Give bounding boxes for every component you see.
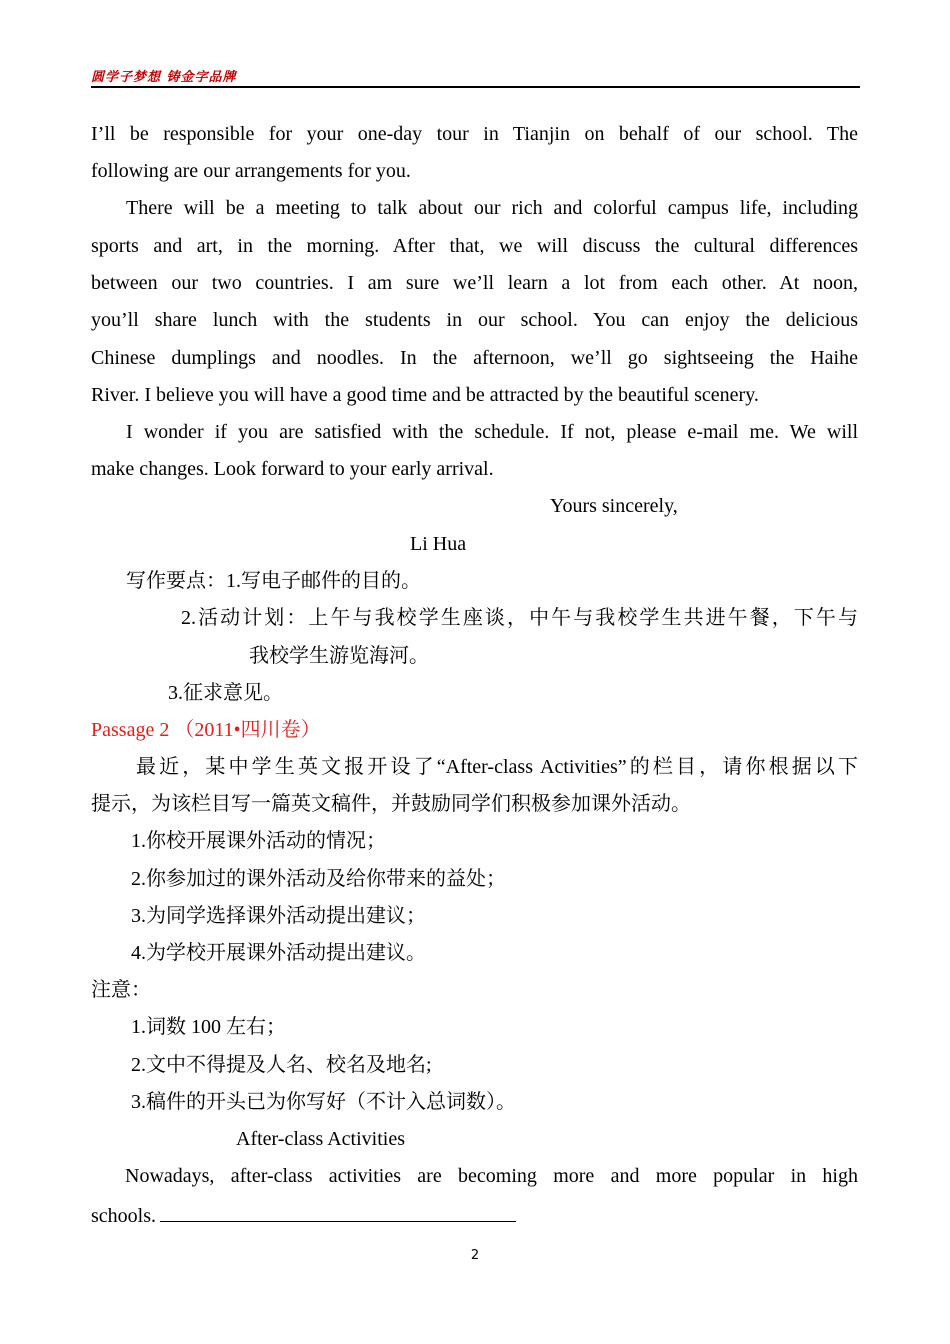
writing-point: 我校学生游览海河。: [249, 645, 429, 667]
letter-line: make changes. Look forward to your early arrival.: [91, 458, 494, 480]
header-rule: [91, 86, 860, 88]
letter-line: There will be a meeting to talk about our rich and colorful campus life, including: [126, 197, 858, 219]
letter-line: between our two countries. I am sure we’ll learn a lot from each other. At noon,: [91, 272, 858, 294]
passage-title: Passage 2: [91, 719, 170, 741]
prompt-item: 2.你参加过的课外活动及给你带来的益处；: [131, 868, 506, 890]
letter-line: following are our arrangements for you.: [91, 160, 411, 182]
note-item: 3.稿件的开头已为你写好（不计入总词数）。: [131, 1091, 516, 1113]
letter-line: I wonder if you are satisfied with the schedule. If not, please e-mail me. We will: [126, 421, 858, 443]
essay-start: schools.: [91, 1205, 156, 1227]
passage-heading: [91, 718, 858, 742]
essay-line-2: [91, 1201, 858, 1228]
page-number: 2: [470, 1248, 480, 1263]
note-item: 2.文中不得提及人名、校名及地名;: [131, 1054, 432, 1076]
essay-line: Nowadays, after-class activities are becoming more and more popular in high: [125, 1165, 858, 1187]
prompt-item: 4.为学校开展课外活动提出建议。: [131, 942, 426, 964]
answer-blank: [160, 1201, 516, 1222]
passage-intro: 提示，为该栏目写一篇英文稿件，并鼓励同学们积极参加课外活动。: [91, 793, 691, 815]
prompt-item: 3.为同学选择课外活动提出建议；: [131, 905, 426, 927]
letter-line: sports and art, in the morning. After that, we will discuss the cultural differences: [91, 235, 858, 257]
passage-intro: 最近，某中学生英文报开设了“After-class Activities”的栏目，请你根据以下: [136, 756, 858, 778]
writing-point: 2.活动计划：上午与我校学生座谈，中午与我校学生共进午餐，下午与: [181, 607, 858, 629]
prompt-item: 1.你校开展课外活动的情况；: [131, 830, 386, 852]
letter-line: I’ll be responsible for your one-day tour in Tianjin on behalf of our school. The: [91, 123, 858, 145]
note-label: 注意：: [91, 979, 151, 1001]
letter-line: Chinese dumplings and noodles. In the afternoon, we’ll go sightseeing the Haihe: [91, 347, 858, 369]
writing-point: 写作要点：1.写电子邮件的目的。: [126, 570, 421, 592]
writing-point: 3.征求意见。: [168, 682, 283, 704]
note-item: 1.词数 100 左右；: [131, 1016, 286, 1038]
letter-closing: Yours sincerely,: [550, 495, 678, 517]
page-header: [91, 66, 860, 86]
passage-source: （2011•四川卷）: [174, 719, 321, 741]
letter-line: you’ll share lunch with the students in our school. You can enjoy the delicious: [91, 309, 858, 331]
letter-line: River. I believe you will have a good time and be attracted by the beautiful scenery.: [91, 384, 759, 406]
essay-title: After-class Activities: [236, 1128, 405, 1150]
header-brand: 圆学子梦想 铸金字品牌: [91, 70, 237, 85]
letter-signature: Li Hua: [410, 533, 467, 555]
